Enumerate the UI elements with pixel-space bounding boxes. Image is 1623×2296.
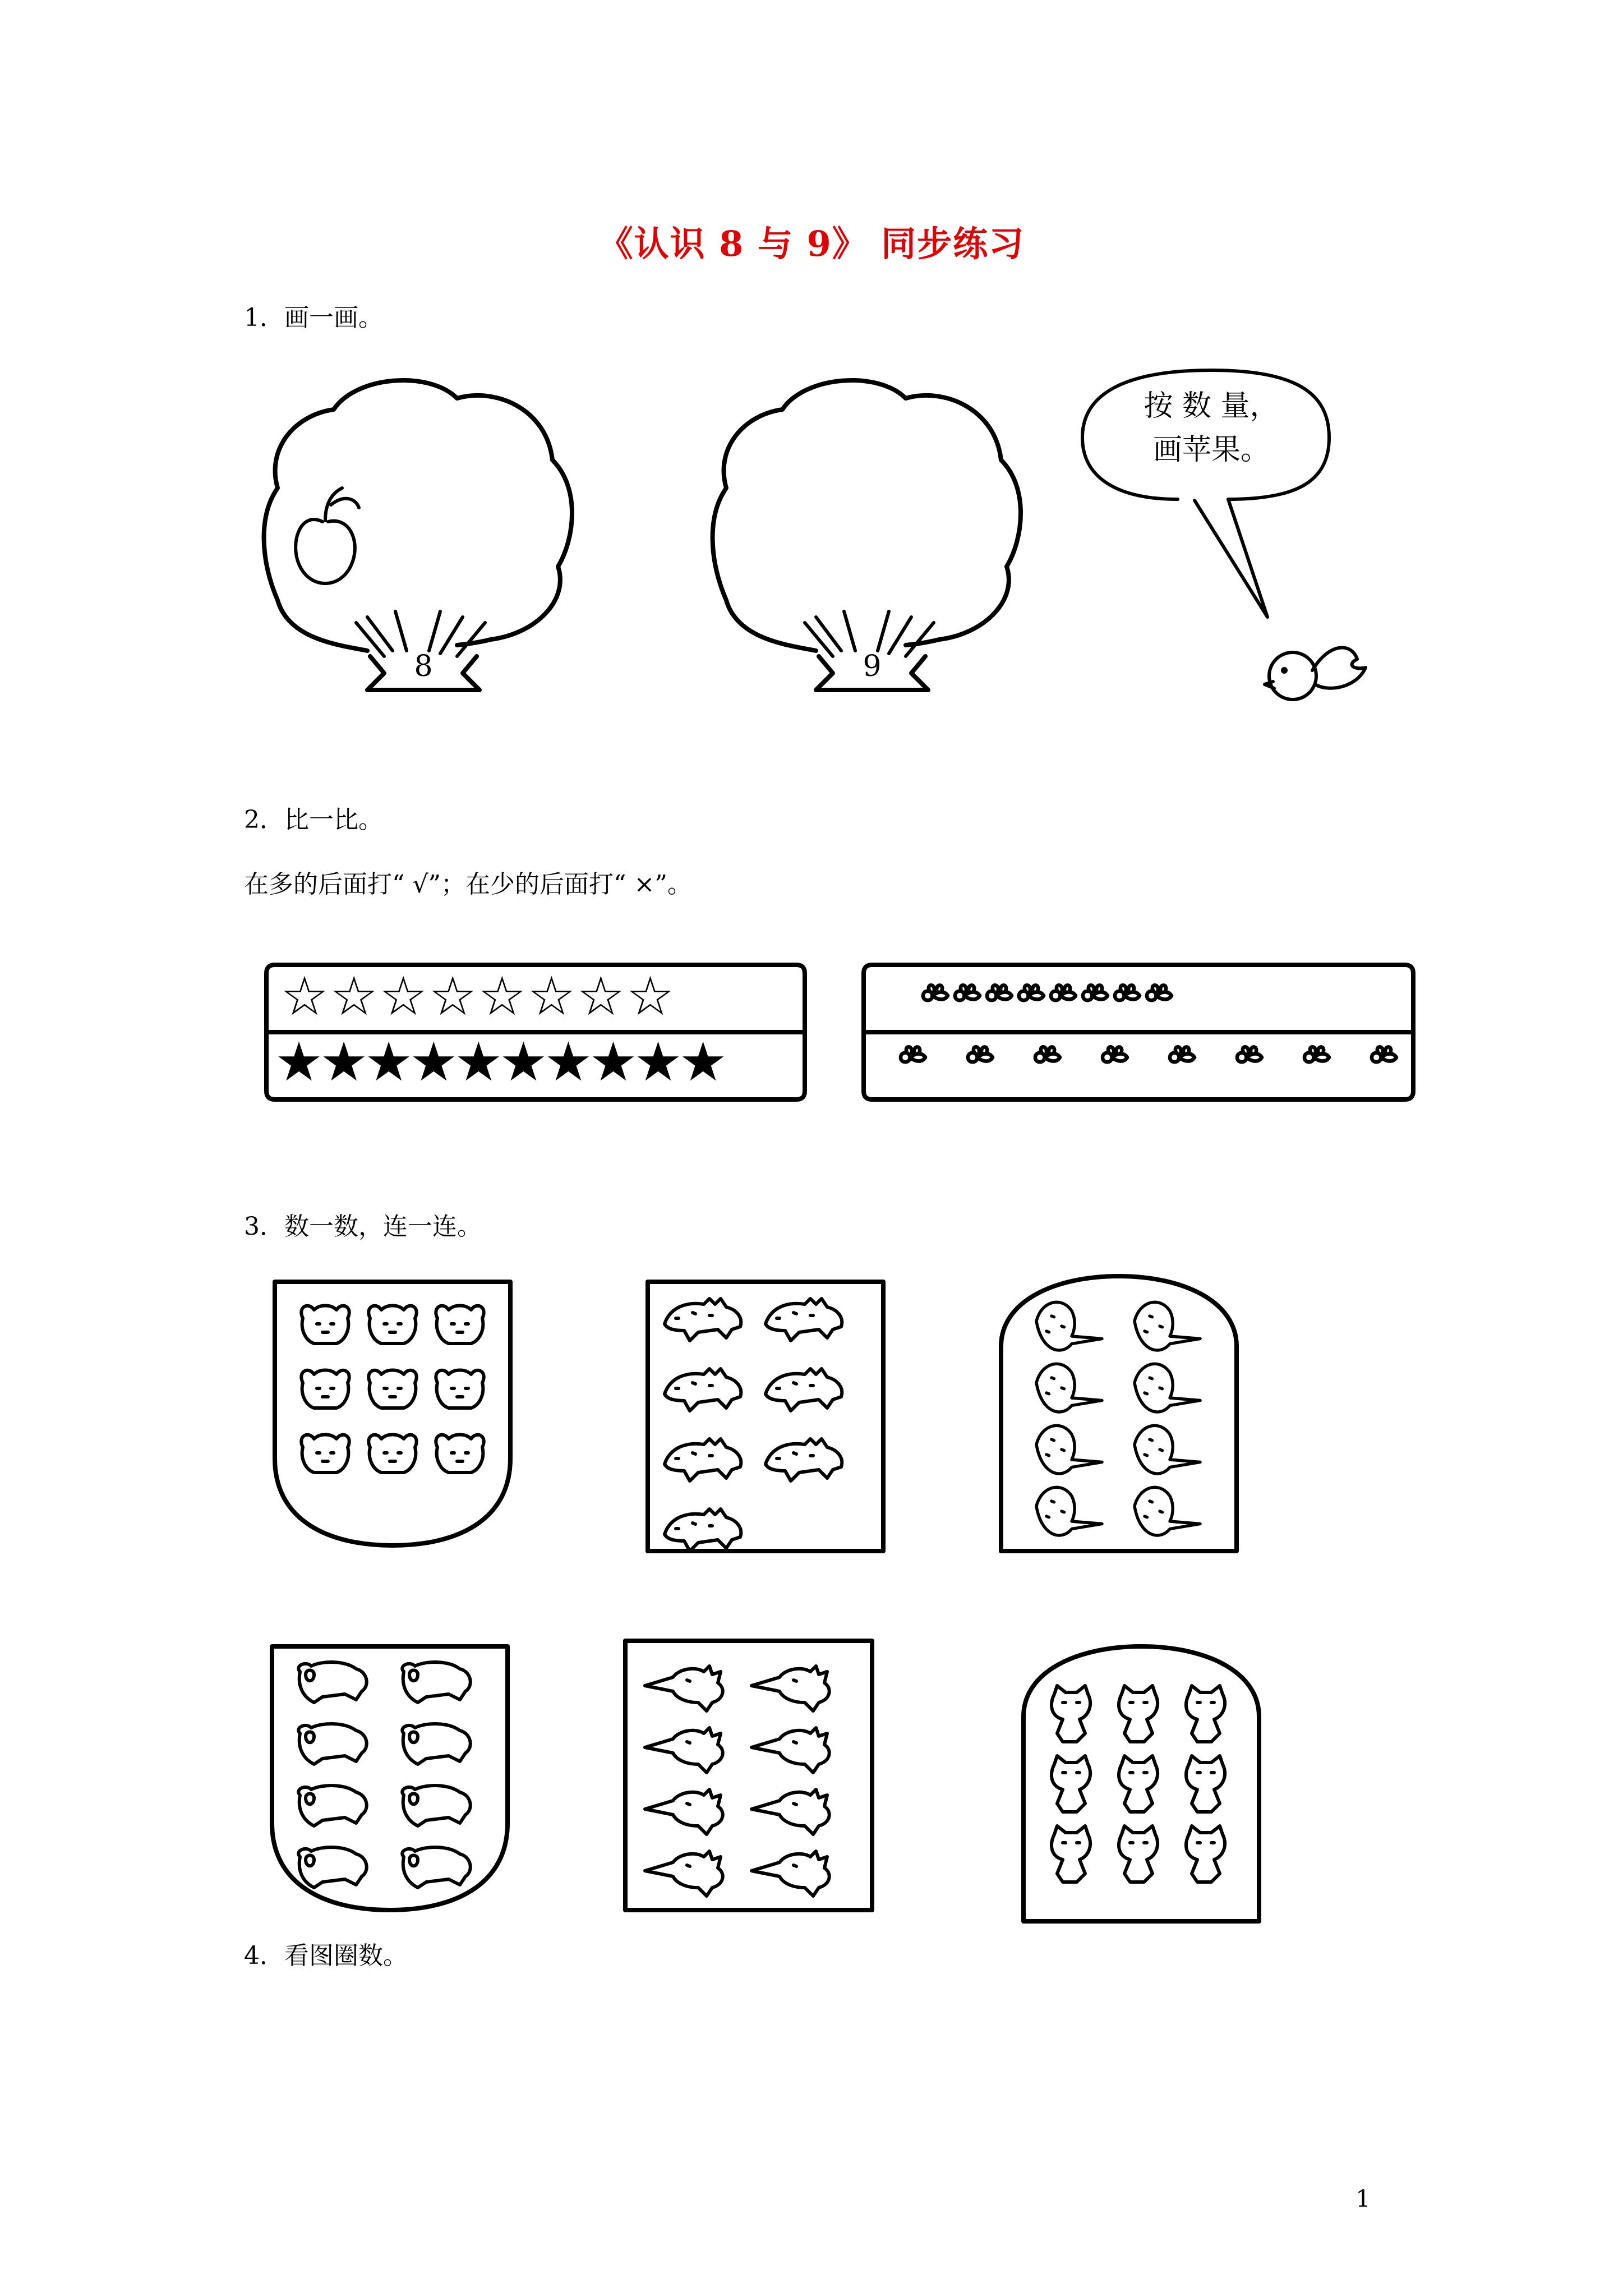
sheep-icon <box>402 1724 470 1764</box>
cat-icon <box>1186 1756 1225 1812</box>
bird-icon <box>645 1666 723 1711</box>
mouse-icon <box>301 1306 349 1344</box>
sheep-icon <box>298 1786 366 1826</box>
bee-icon <box>1304 1047 1329 1062</box>
sheep-icon <box>298 1847 366 1888</box>
mouse-icon <box>368 1306 416 1344</box>
tree-9-number: 9 <box>863 650 882 683</box>
bird-icon <box>751 1666 829 1711</box>
page-number: 1 <box>1355 2185 1371 2212</box>
sheep-icon <box>402 1786 470 1826</box>
bee-icon <box>1051 985 1076 1000</box>
mouse-icon <box>436 1370 483 1409</box>
card-mouse <box>272 1279 513 1548</box>
bee-icon <box>1035 1047 1060 1062</box>
card-dinosaur <box>645 1279 886 1554</box>
bee-compare-box <box>861 962 1416 1102</box>
tree-8-number: 8 <box>414 650 433 683</box>
bubble-line-1: 按 数 量， <box>1144 389 1279 423</box>
fish-icon <box>1036 1364 1102 1412</box>
bee-icon <box>1170 1047 1195 1062</box>
sheep-icon <box>402 1662 470 1703</box>
bee-icon <box>923 985 948 1000</box>
fish-icon <box>1036 1302 1102 1350</box>
bee-icon <box>1115 985 1140 1000</box>
mouse-icon <box>436 1306 483 1344</box>
bee-icon <box>1083 985 1108 1000</box>
tree-9 <box>704 376 1040 690</box>
question-3-label: 3．数一数，连一连。 <box>244 1212 482 1241</box>
bee-icon <box>1103 1047 1127 1062</box>
question-4-label: 4．看图圈数。 <box>244 1941 408 1970</box>
sheep-icon <box>298 1724 366 1764</box>
mouse-icon <box>368 1435 416 1473</box>
bee-icon <box>1147 985 1172 1000</box>
bee-icon <box>1372 1047 1396 1062</box>
cat-icon <box>1186 1686 1225 1742</box>
cat-icon <box>1052 1686 1090 1742</box>
fish-icon <box>1135 1364 1200 1412</box>
fish-icon <box>1036 1425 1102 1474</box>
fish-icon <box>1135 1487 1200 1535</box>
fish-icon <box>1036 1487 1102 1535</box>
bird-icon <box>645 1728 723 1773</box>
dinosaur-icon <box>665 1369 741 1411</box>
bubble-line-2: 画苹果。 <box>1152 433 1270 467</box>
bee-icon <box>968 1047 993 1062</box>
card-cat <box>1021 1644 1262 1924</box>
dinosaur-icon <box>766 1439 842 1481</box>
dinosaur-icon <box>766 1369 842 1411</box>
dinosaur-icon <box>665 1439 741 1481</box>
mouse-icon <box>301 1435 349 1473</box>
cat-icon <box>1119 1686 1158 1742</box>
fish-icon <box>1135 1425 1200 1474</box>
cat-icon <box>1186 1826 1225 1882</box>
dinosaur-icon <box>665 1299 741 1341</box>
bee-icon <box>955 985 980 1000</box>
tree-8 <box>255 376 592 690</box>
bee-icon <box>1019 985 1044 1000</box>
hollow-stars-row: ☆☆☆☆☆☆☆☆ <box>280 965 676 1028</box>
mouse-icon <box>301 1370 349 1409</box>
card-bird <box>623 1638 875 1913</box>
cat-icon <box>1119 1826 1158 1882</box>
question-1-label: 1．画一画。 <box>244 303 383 332</box>
bee-icon <box>1237 1047 1262 1062</box>
bird-icon <box>1262 625 1374 710</box>
bird-icon <box>645 1789 723 1834</box>
mouse-icon <box>436 1435 483 1473</box>
question-2-instruction: 在多的后面打“ √”；在少的后面打“ ×”。 <box>244 870 692 899</box>
cat-icon <box>1052 1826 1090 1882</box>
cat-icon <box>1052 1756 1090 1812</box>
card-fish <box>998 1273 1239 1554</box>
dinosaur-icon <box>766 1299 842 1341</box>
bird-icon <box>751 1851 829 1896</box>
filled-stars-row: ★★★★★★★★★★ <box>275 1030 724 1093</box>
sheep-icon <box>402 1847 470 1888</box>
bird-icon <box>645 1851 723 1896</box>
fish-icon <box>1135 1302 1200 1350</box>
page-title: 《认识 8 与 9》 同步练习 <box>598 223 1025 264</box>
bee-icon <box>987 985 1012 1000</box>
mouse-icon <box>368 1370 416 1409</box>
bird-icon <box>751 1728 829 1773</box>
card-sheep <box>269 1644 510 1913</box>
dinosaur-icon <box>665 1509 741 1551</box>
sheep-icon <box>298 1662 366 1703</box>
question-2-label: 2．比一比。 <box>244 806 383 834</box>
cat-icon <box>1119 1756 1158 1812</box>
bee-icon <box>901 1047 925 1062</box>
bird-icon <box>751 1789 829 1834</box>
